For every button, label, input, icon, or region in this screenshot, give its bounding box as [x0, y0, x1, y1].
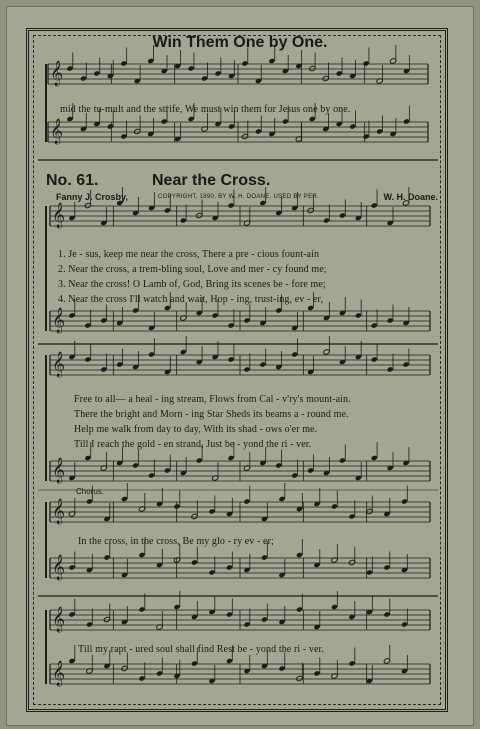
svg-text:𝄞: 𝄞: [52, 203, 66, 228]
top-hymn-title: Win Them One by One.: [152, 34, 328, 51]
svg-text:𝄞: 𝄞: [52, 555, 66, 580]
verse-line-4a: 4. Near the cross I'll watch and wait, Hop - ing, trust-ing, ev - er,: [58, 294, 324, 305]
hymn-number: No. 61.: [46, 172, 99, 189]
verse-line-4b: Till I reach the gold - en strand, Just be - yond the ri - ver.: [74, 439, 312, 450]
svg-text:𝄞: 𝄞: [52, 607, 66, 632]
verse-line-3a: 3. Near the cross! O Lamb of, God, Bring its scenes be - fore me;: [58, 279, 326, 290]
hymn-title: Near the Cross.: [152, 172, 271, 189]
verse-line-3b: Help me walk from day to day, With its shad - ows o'er me.: [74, 424, 318, 435]
author: Fanny J. Crosby,: [56, 192, 128, 202]
svg-text:𝄞: 𝄞: [50, 119, 64, 144]
copyright-note: COPYRIGHT, 1890, BY W. H. DOANE. USED BY PER.: [158, 194, 319, 200]
chorus-label: Chorus.: [76, 487, 105, 496]
verse-line-1a: 1. Je - sus, keep me near the cross, There a pre - cious fount-ain: [58, 249, 320, 260]
svg-text:𝄞: 𝄞: [52, 458, 66, 483]
composer: W. H. Doane.: [383, 192, 438, 202]
svg-text:𝄞: 𝄞: [52, 308, 66, 333]
verse-line-1b: Free to all— a heal - ing stream, Flows from Cal - v'ry's mount-ain.: [74, 394, 351, 405]
svg-text:𝄞: 𝄞: [52, 499, 66, 524]
svg-text:𝄞: 𝄞: [52, 661, 66, 686]
svg-text:𝄞: 𝄞: [52, 352, 66, 377]
verse-line-2a: 2. Near the cross, a trem-bling soul, Love and mer - cy found me;: [58, 264, 327, 275]
verse-line-2b: There the bright and Morn - ing Star Sheds its beams a - round me.: [74, 409, 349, 420]
chorus-line-2: Till my rapt - ured soul shall find Rest be - yond the ri - ver.: [78, 644, 324, 655]
top-hymn-lyric: mid the tu-mult and the strife, We must win them for Jesus one by one.: [60, 104, 351, 115]
svg-text:𝄞: 𝄞: [50, 61, 64, 86]
chorus-line-1: In the cross, in the cross, Be my glo - ry ev - er;: [78, 536, 274, 547]
